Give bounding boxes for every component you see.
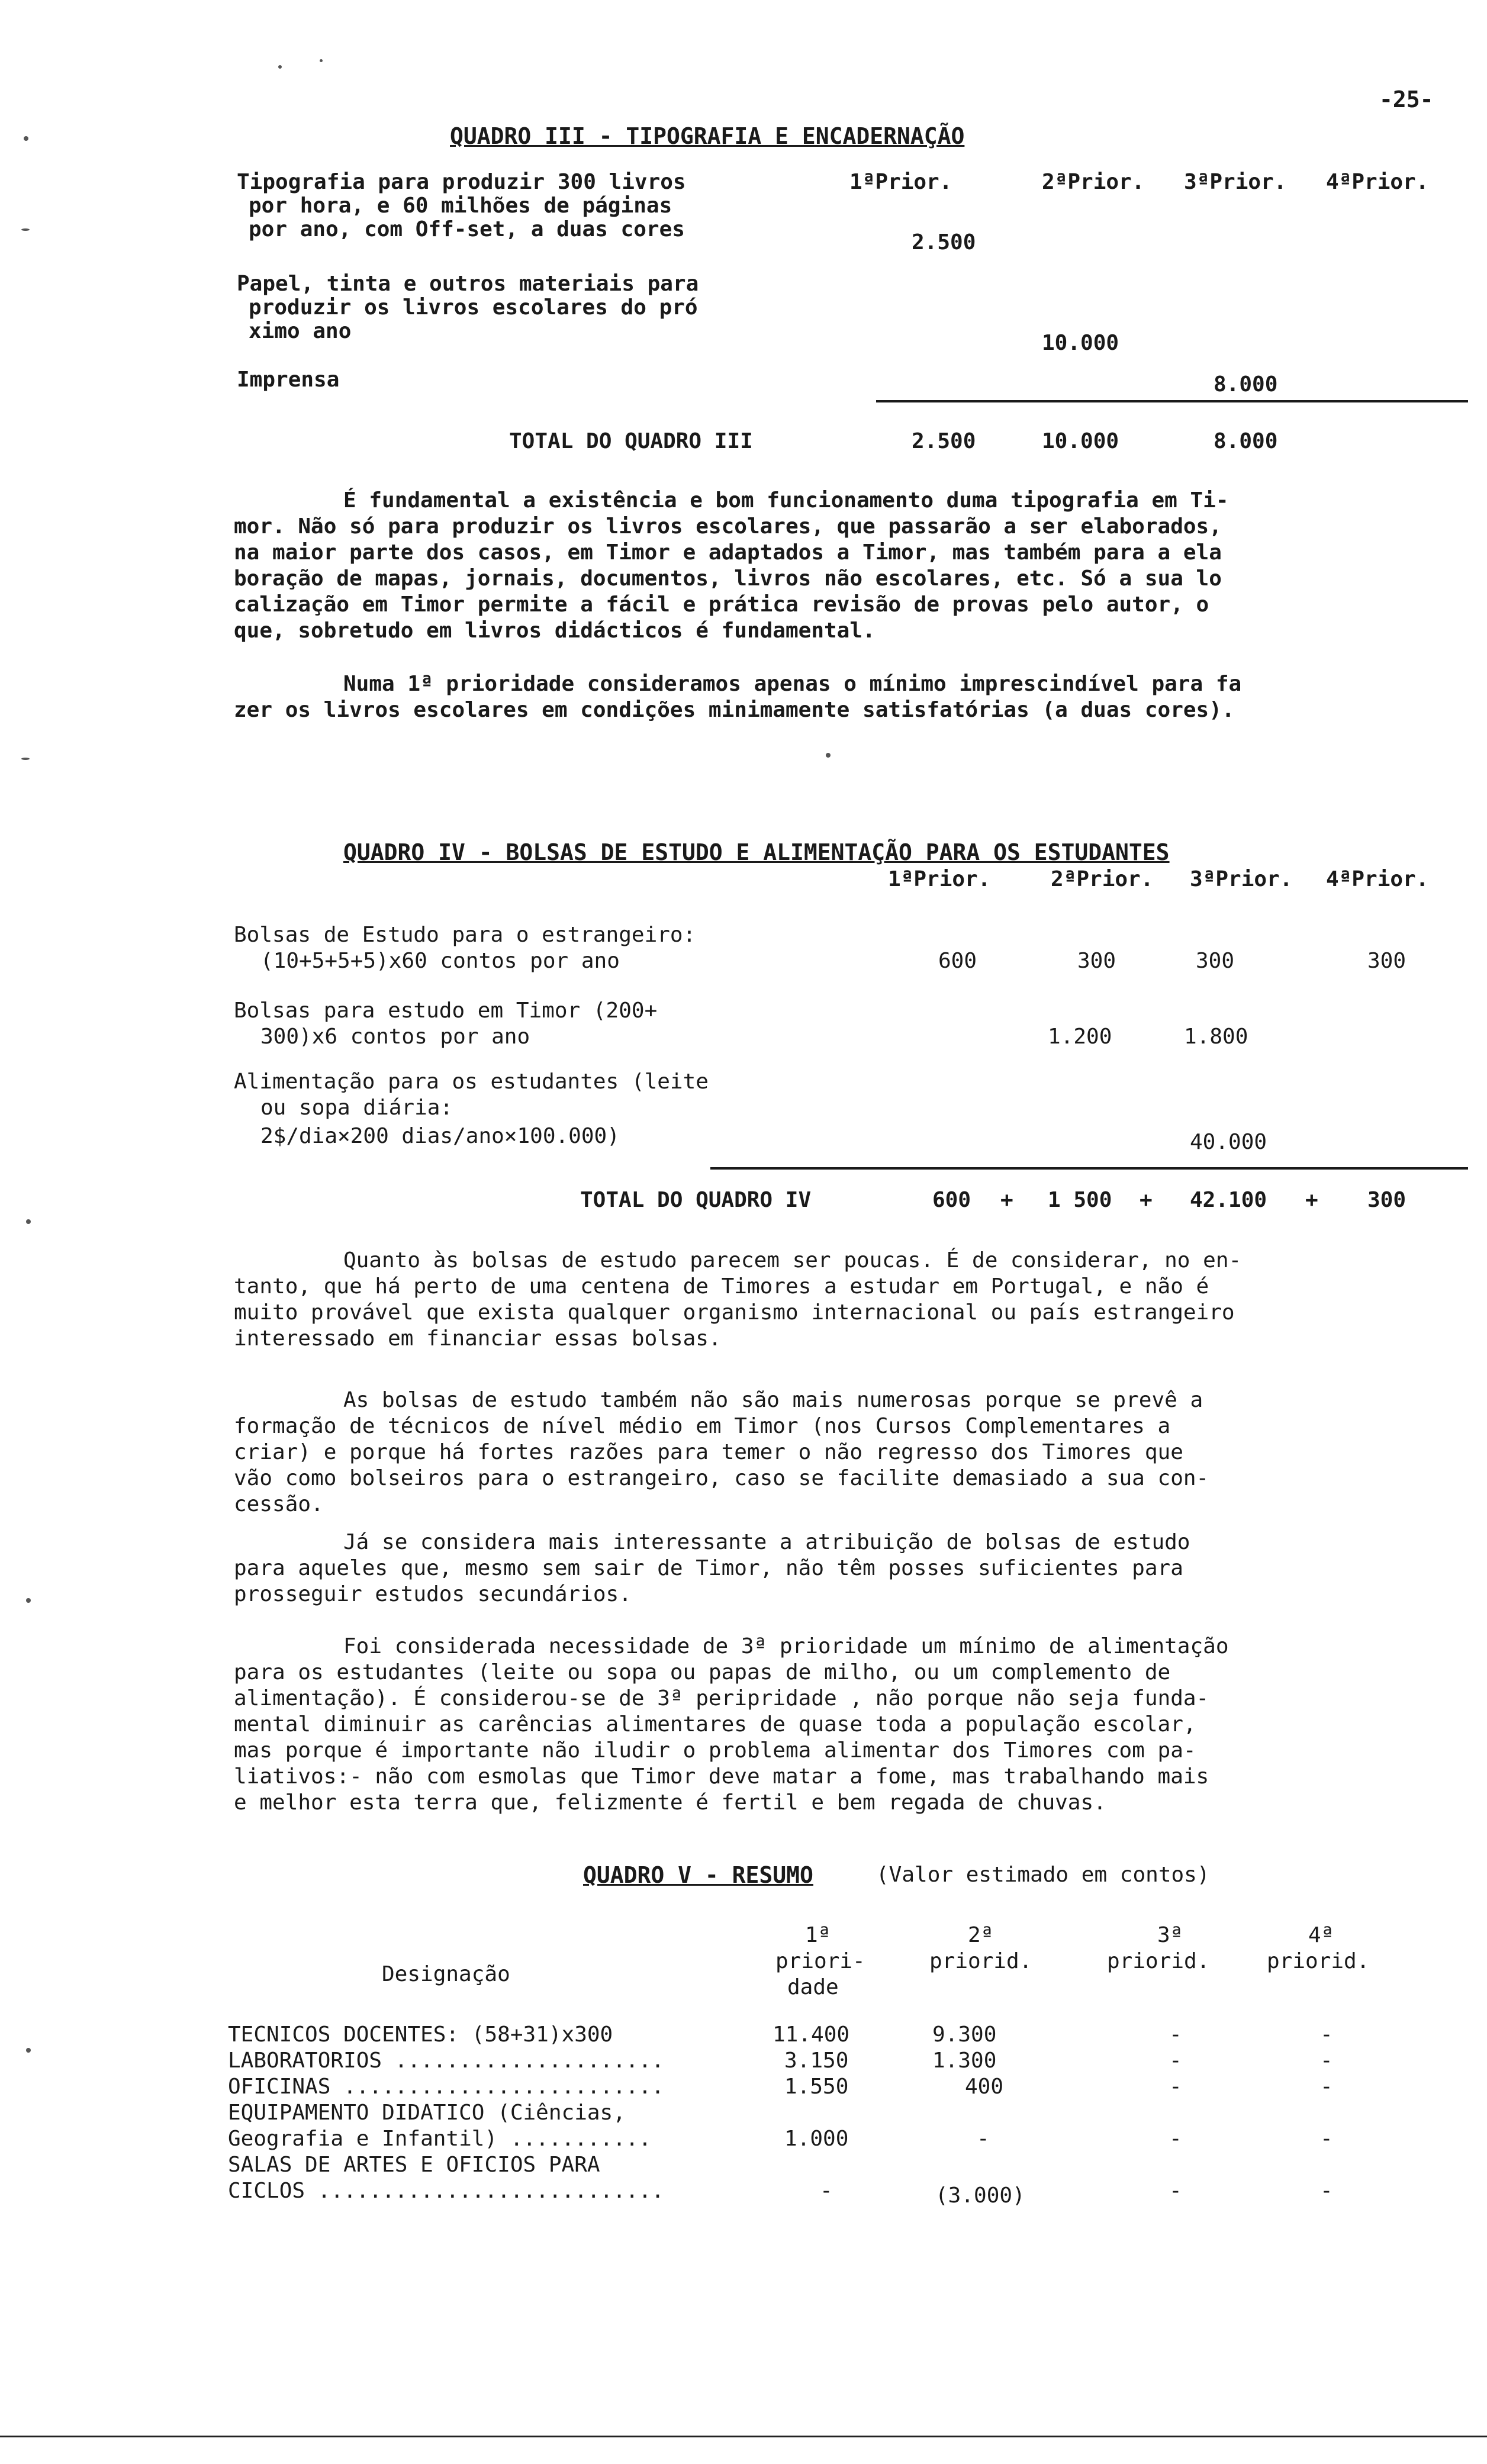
- q3-row3-p3: 8.000: [1214, 372, 1278, 397]
- quadro-v-subtitle: (Valor estimado em contos): [876, 1863, 1210, 1887]
- q4-row3-line3: 2$/dia×200 dias/ano×100.000): [260, 1124, 620, 1148]
- q3-row2-p2: 10.000: [1042, 331, 1119, 355]
- q5-row3-v3: -: [1169, 2075, 1182, 2099]
- para2-line2: zer os livros escolares em condições minimamente satisfatórias (a duas cores).: [234, 698, 1235, 722]
- para1-line3: na maior parte dos casos, em Timor e adaptados a Timor, mas também para a ela: [234, 540, 1222, 565]
- q3-row3-line1: Imprensa: [237, 368, 340, 392]
- para6-line6: liativos:- não com esmolas que Timor deve matar a fome, mas trabalhando mais: [234, 1764, 1209, 1789]
- q5-row1-v3: -: [1169, 2022, 1182, 2047]
- q5-head-3a: 3ª: [1157, 1923, 1183, 1947]
- q3-col-1: 1ªPrior.: [849, 170, 952, 194]
- para3-line3: muito provável que exista qualquer organismo internacional ou país estrangeiro: [234, 1300, 1235, 1325]
- q4-col-1: 1ªPrior.: [888, 867, 991, 891]
- q3-total-2: 10.000: [1042, 429, 1119, 453]
- q4-total-rule: [710, 1167, 1468, 1170]
- q5-head-2a: 2ª: [968, 1923, 994, 1947]
- q5-row5-label-1: SALAS DE ARTES E OFICIOS PARA: [228, 2153, 600, 2177]
- q3-row1-line3: por ano, com Off-set, a duas cores: [249, 217, 685, 241]
- q4-row2-line1: Bolsas para estudo em Timor (200+: [234, 999, 658, 1023]
- q4-row2-p3: 1.800: [1184, 1025, 1248, 1049]
- scan-speck: [21, 228, 30, 231]
- q5-head-1a: 1ª: [805, 1923, 831, 1947]
- q5-row5-label-2: CICLOS ...........................: [228, 2179, 664, 2203]
- q4-total-2: 1 500: [1048, 1188, 1112, 1212]
- para1-line1: É fundamental a existência e bom funcionamento duma tipografia em Ti-: [343, 488, 1229, 513]
- q5-row3-v4: -: [1320, 2075, 1333, 2099]
- page-number: -25-: [1379, 86, 1434, 112]
- q3-row1-p1: 2.500: [912, 230, 976, 255]
- q4-row1-p1: 600: [938, 949, 977, 973]
- para2-line1: Numa 1ª prioridade consideramos apenas o mínimo imprescindível para fa: [343, 672, 1242, 696]
- q5-row1-v4: -: [1320, 2022, 1333, 2047]
- q3-col-2: 2ªPrior.: [1042, 170, 1145, 194]
- q5-row5-v2: (3.000): [935, 2183, 1025, 2208]
- q5-row1-v1: 11.400: [773, 2022, 850, 2047]
- scan-speck: [278, 65, 282, 69]
- q5-head-3b: priorid.: [1107, 1949, 1210, 1973]
- scan-speck: [24, 136, 28, 141]
- q4-row3-p3: 40.000: [1190, 1130, 1267, 1154]
- q5-row1-label: TECNICOS DOCENTES: (58+31)x300: [228, 2022, 613, 2047]
- q5-row3-v1: 1.550: [784, 2075, 849, 2099]
- para3-line1: Quanto às bolsas de estudo parecem ser poucas. É de considerar, no en-: [343, 1248, 1242, 1273]
- q4-row1-line2: (10+5+5+5)x60 contos por ano: [260, 949, 620, 973]
- q5-head-1c: dade: [787, 1975, 839, 1999]
- para5-line2: para aqueles que, mesmo sem sair de Timor, não têm posses suficientes para: [234, 1556, 1183, 1580]
- q5-row2-v3: -: [1169, 2048, 1182, 2073]
- para1-line2: mor. Não só para produzir os livros escolares, que passarão a ser elaborados,: [234, 514, 1222, 539]
- q4-total-plus-2: +: [1140, 1188, 1153, 1212]
- para4-line2: formação de técnicos de nível médio em Timor (nos Cursos Complementares a: [234, 1414, 1171, 1438]
- para5-line3: prosseguir estudos secundários.: [234, 1582, 632, 1606]
- q5-row4-label-2: Geografia e Infantil) ...........: [228, 2127, 652, 2151]
- para6-line7: e melhor esta terra que, felizmente é fertil e bem regada de chuvas.: [234, 1790, 1106, 1815]
- q4-col-2: 2ªPrior.: [1051, 867, 1154, 891]
- scan-speck: [26, 1219, 31, 1224]
- q3-col-4: 4ªPrior.: [1326, 170, 1429, 194]
- q5-row2-v1: 3.150: [784, 2048, 849, 2073]
- q3-total-3: 8.000: [1214, 429, 1278, 453]
- q5-row5-v3: -: [1169, 2179, 1182, 2203]
- para6-line3: alimentação). É considerou-se de 3ª peripridade , não porque não seja funda-: [234, 1686, 1209, 1711]
- q5-row4-v1: 1.000: [784, 2127, 849, 2151]
- para1-line4: boração de mapas, jornais, documentos, livros não escolares, etc. Só a sua lo: [234, 566, 1222, 591]
- q4-col-3: 3ªPrior.: [1190, 867, 1293, 891]
- q5-row4-v2: -: [977, 2127, 990, 2151]
- scan-speck: [320, 59, 323, 62]
- scan-speck: [21, 758, 30, 760]
- scan-speck: [826, 753, 831, 758]
- q5-row3-v2: 400: [965, 2075, 1004, 2099]
- q4-row1-line1: Bolsas de Estudo para o estrangeiro:: [234, 923, 696, 947]
- q4-row2-p2: 1.200: [1048, 1025, 1112, 1049]
- q4-row1-p3: 300: [1196, 949, 1235, 973]
- q3-total-label: TOTAL DO QUADRO III: [509, 429, 753, 453]
- page-bottom-edge: [0, 2436, 1487, 2464]
- para6-line4: mental diminuir as carências alimentares de quase toda a população escolar,: [234, 1712, 1196, 1737]
- para4-line4: vão como bolseiros para o estrangeiro, caso se facilite demasiado a sua con-: [234, 1466, 1209, 1490]
- scan-speck: [26, 2048, 31, 2053]
- q4-total-3: 42.100: [1190, 1188, 1267, 1212]
- q5-row4-label-1: EQUIPAMENTO DIDATICO (Ciências,: [228, 2101, 626, 2125]
- q5-head-2b: priorid.: [929, 1949, 1032, 1973]
- q4-total-plus-3: +: [1305, 1188, 1318, 1212]
- q3-row2-line3: ximo ano: [249, 319, 352, 343]
- quadro-v-title: QUADRO V - RESUMO: [583, 1862, 813, 1888]
- para4-line3: criar) e porque há fortes razões para temer o não regresso dos Timores que: [234, 1440, 1183, 1464]
- q5-head-designacao: Designação: [382, 1962, 510, 1986]
- q3-row2-line2: produzir os livros escolares do pró: [249, 295, 698, 320]
- para6-line1: Foi considerada necessidade de 3ª prioridade um mínimo de alimentação: [343, 1634, 1229, 1658]
- q5-head-4b: priorid.: [1267, 1949, 1370, 1973]
- scan-speck: [26, 1598, 31, 1603]
- q3-row1-line1: Tipografia para produzir 300 livros: [237, 170, 686, 194]
- q5-row5-v4: -: [1320, 2179, 1333, 2203]
- q4-row1-p4: 300: [1367, 949, 1406, 973]
- quadro-iii-title: QUADRO III - TIPOGRAFIA E ENCADERNAÇÃO: [450, 123, 965, 149]
- q4-row3-line1: Alimentação para os estudantes (leite: [234, 1070, 709, 1094]
- q4-total-plus-1: +: [1000, 1188, 1013, 1212]
- para4-line5: cessão.: [234, 1492, 324, 1516]
- q3-col-3: 3ªPrior.: [1184, 170, 1287, 194]
- q3-row2-line1: Papel, tinta e outros materiais para: [237, 272, 699, 296]
- q3-total-rule: [876, 400, 1468, 402]
- q5-row5-v1: -: [820, 2179, 833, 2203]
- para1-line6: que, sobretudo em livros didácticos é fundamental.: [234, 619, 876, 643]
- para5-line1: Já se considera mais interessante a atribuição de bolsas de estudo: [343, 1530, 1190, 1554]
- para1-line5: calização em Timor permite a fácil e prática revisão de provas pelo autor, o: [234, 592, 1209, 617]
- q4-total-label: TOTAL DO QUADRO IV: [580, 1188, 812, 1212]
- q5-head-4a: 4ª: [1308, 1923, 1334, 1947]
- q3-row1-line2: por hora, e 60 milhões de páginas: [249, 194, 672, 218]
- q5-head-1b: priori-: [775, 1949, 865, 1973]
- q5-row1-v2: 9.300: [932, 2022, 997, 2047]
- q4-row1-p2: 300: [1077, 949, 1116, 973]
- q5-row3-label: OFICINAS .........................: [228, 2075, 664, 2099]
- q4-total-1: 600: [932, 1188, 971, 1212]
- q5-row4-v4: -: [1320, 2127, 1333, 2151]
- q5-row2-v4: -: [1320, 2048, 1333, 2073]
- q4-row2-line2: 300)x6 contos por ano: [260, 1025, 530, 1049]
- para3-line2: tanto, que há perto de uma centena de Timores a estudar em Portugal, e não é: [234, 1274, 1209, 1299]
- q5-row2-label: LABORATORIOS .....................: [228, 2048, 664, 2073]
- para6-line5: mas porque é importante não iludir o problema alimentar dos Timores com pa-: [234, 1738, 1196, 1763]
- q3-total-1: 2.500: [912, 429, 976, 453]
- q4-total-4: 300: [1367, 1188, 1406, 1212]
- q4-col-4: 4ªPrior.: [1326, 867, 1429, 891]
- quadro-iv-title: QUADRO IV - BOLSAS DE ESTUDO E ALIMENTAÇÃO PARA OS ESTUDANTES: [343, 839, 1170, 865]
- q4-row3-line2: ou sopa diária:: [260, 1096, 453, 1120]
- para4-line1: As bolsas de estudo também não são mais numerosas porque se prevê a: [343, 1388, 1203, 1412]
- para3-line4: interessado em financiar essas bolsas.: [234, 1326, 722, 1351]
- para6-line2: para os estudantes (leite ou sopa ou papas de milho, ou um complemento de: [234, 1660, 1171, 1684]
- q5-row4-v3: -: [1169, 2127, 1182, 2151]
- q5-row2-v2: 1.300: [932, 2048, 997, 2073]
